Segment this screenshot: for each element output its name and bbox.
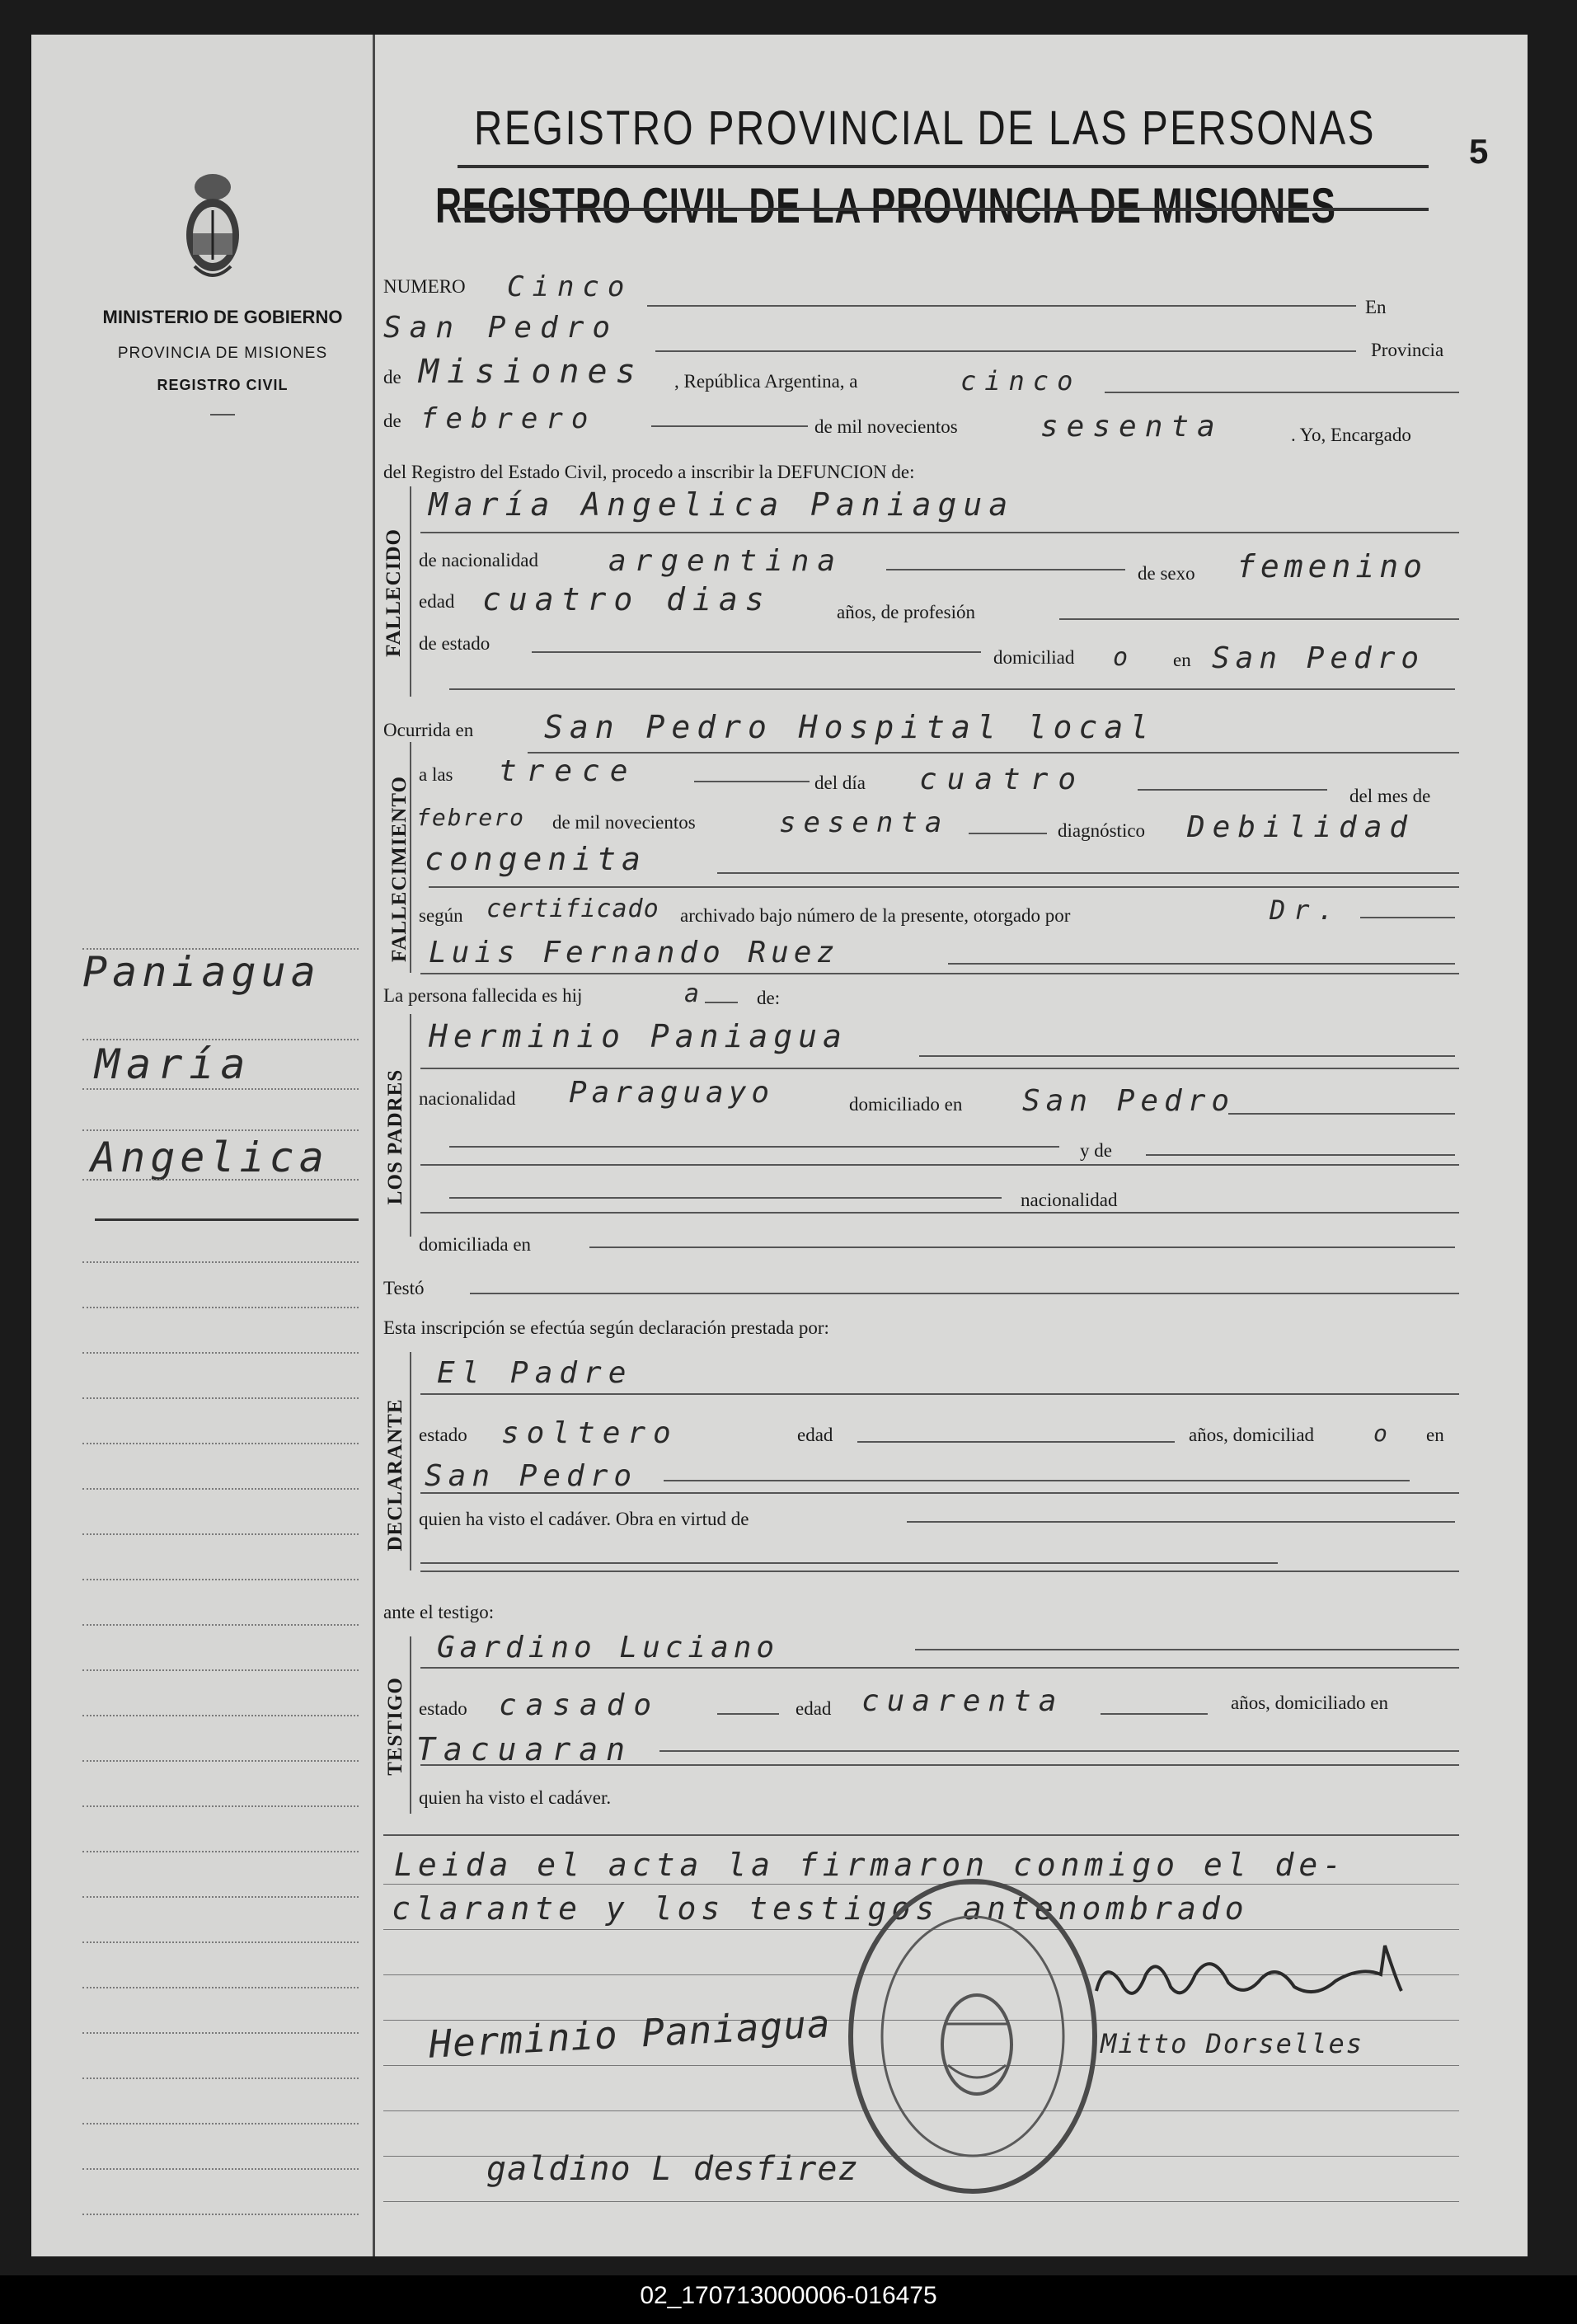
padre-domiciliado-label: domiciliado en [849,1094,963,1115]
declarante-domicilio-line-2 [420,1492,1459,1494]
sexo-label: de sexo [1138,563,1195,584]
margin-ruled-line [82,1669,359,1671]
estado-line [532,651,981,653]
declarante-domicilio-suffix: o [1373,1420,1396,1447]
header-title-line2: REGISTRO CIVIL DE LA PROVINCIA DE MISIONES [435,178,1336,233]
numero-label: NUMERO [383,276,466,297]
diagnostico-value-2: congenita [425,841,646,877]
margin-ruled-line [82,1760,359,1762]
de-label: de [383,367,401,387]
edad-value: cuatro dias [482,581,772,617]
fallecimiento-end-line [420,973,1459,974]
signature-galdino: galdino L desfirez [486,2150,859,2188]
testigo-edad-line [1101,1713,1208,1715]
fallecido-name-line [420,532,1459,533]
margin-ruled-line [82,1488,359,1490]
padre-line-2 [420,1068,1459,1069]
dia-value: cuatro [919,763,1087,796]
declarante-name-line [420,1393,1459,1395]
margin-ruled-line [82,1851,359,1852]
padre-domiciliado-line [1228,1113,1455,1115]
madre-name-line [449,1146,1059,1148]
fallecido-section-label: FALLECIDO [383,528,405,657]
inscripcion-label: Esta inscripción se efectúa según declaración prestada por: [383,1317,829,1338]
margin-ruled-line [82,1088,359,1090]
nacionalidad-line [886,569,1125,570]
dia-line [1138,789,1327,791]
edad-label: edad [419,591,455,612]
yde-label: y de [1080,1140,1112,1161]
testigo-domicilio-line-2 [420,1764,1459,1766]
margin-ruled-line [82,1352,359,1354]
declarante-en-label: en [1426,1425,1444,1445]
medico-value: Luis Fernando Ruez [429,936,840,970]
signature-mitto: Mitto Dorselles [1101,2028,1363,2059]
domiciliado-value: San Pedro [1212,641,1425,675]
ministry-line2: PROVINCIA DE MISIONES [117,345,328,362]
hija-suffix: a [684,979,708,1008]
mes-value: febrero [416,804,526,831]
margin-ruled-line [82,1397,359,1399]
por-value: Dr. [1270,894,1342,926]
mes-label: del mes de [1349,786,1431,806]
padres-section-label: LOS PADRES [384,1068,406,1205]
testo-label: Testó [383,1278,425,1298]
testigo-section-label: TESTIGO [384,1677,406,1776]
declarante-domicilio-line [664,1480,1410,1481]
registro-label: del Registro del Estado Civil, procedo a inscribir la DEFUNCION de: [383,462,915,482]
day-value: cinco [960,365,1082,397]
margin-ruled-line [82,1896,359,1898]
declarante-section-label: DECLARANTE [384,1398,406,1552]
testigo-end-line [383,1834,1459,1836]
provincia-label: Provincia [1371,340,1444,360]
segun-label: según [419,905,463,926]
mil-label: de mil novecientos [814,416,958,437]
margin-ruled-line [82,1179,359,1181]
testigo-name-line-2 [420,1667,1459,1669]
place-value: San Pedro [383,311,619,345]
margin-ruled-line [82,1805,359,1807]
margin-ruled-line [82,1624,359,1626]
estado-label: de estado [419,633,490,654]
day-line [1105,392,1459,393]
anos-profesion-label: años, de profesión [837,602,975,622]
anio-line [969,833,1047,834]
declarante-end-line [420,1562,1278,1564]
ministry-rule [210,414,235,416]
domiciliado-en-label: en [1173,650,1191,670]
margin-ruled-line [82,1307,359,1308]
madre-nacionalidad-label: nacionalidad [1021,1190,1118,1210]
ministry-line1: MINISTERIO DE GOBIERNO [102,307,343,327]
numero-line [647,305,1356,307]
alas-label: a las [419,764,453,785]
dia-label: del día [814,772,866,793]
ocurrida-line [528,752,1459,754]
margin-ruled-line [82,1261,359,1263]
signature-herminio: Herminio Paniagua [427,2001,832,2067]
column-divider [373,35,375,2256]
mil-label-2: de mil novecientos [552,812,696,833]
testigo-edad-label: edad [796,1698,832,1719]
republica-label: , República Argentina, a [674,371,858,392]
header-strike-mid [458,208,1429,211]
testigo-intro-label: ante el testigo: [383,1602,495,1622]
declarante-edad-label: edad [797,1425,833,1445]
footer-id: 02_170713000006-016475 [640,2282,937,2309]
coat-of-arms-icon [183,169,242,284]
hora-line [694,781,810,782]
fallecimiento-section-label: FALLECIMIENTO [388,776,411,963]
domiciliada-line [589,1247,1455,1248]
madre-line-3 [449,1197,1002,1199]
margin-ruled-line [82,1533,359,1535]
margin-ruled-line [82,1715,359,1716]
hora-value: trece [499,754,638,788]
declarante-quien-label: quien ha visto el cadáver. Obra en virtud de [419,1509,749,1529]
fallecido-end-line [449,688,1455,690]
sexo-value: femenino [1237,548,1428,585]
diagnostico-line-2 [429,886,1459,888]
fallecido-name: María Angelica Paniagua [429,486,1015,523]
hija-label: La persona fallecida es hij [383,985,583,1006]
testigo-brace [410,1636,411,1814]
margin-ruled-line [82,948,359,950]
testigo-domicilio-value: Tacuaran [416,1731,634,1768]
testigo-domicilio-line [659,1750,1459,1752]
diagnostico-label: diagnóstico [1058,820,1146,841]
padre-value: Herminio Paniagua [429,1018,847,1054]
domiciliado-label: domiciliad [993,647,1075,668]
declarante-obra-line [907,1521,1455,1523]
testo-line [470,1293,1459,1294]
margin-name-rule [95,1218,359,1221]
padre-line [919,1055,1455,1057]
padre-domiciliado-value: San Pedro [1022,1084,1236,1118]
declarante-brace [410,1352,411,1570]
margin-ruled-line [82,1443,359,1444]
numero-value: Cinco [507,270,633,303]
closing-line2: clarante y los testigos antenombrado [392,1890,1249,1927]
testigo-estado-line [717,1713,779,1715]
declarante-edad-line [857,1441,1175,1443]
ministry-line3: REGISTRO CIVIL [157,377,289,393]
diagnostico-line [717,872,1459,874]
testigo-quien-label: quien ha visto el cadáver. [419,1787,612,1808]
margin-ruled-line [82,1987,359,1988]
margin-ruled-line [82,1941,359,1943]
yo-label: . Yo, Encargado [1291,425,1411,445]
margin-ruled-line [82,2168,359,2170]
declarante-estado-value: soltero [501,1416,678,1450]
declarante-anos-label: años, domiciliad [1189,1425,1315,1445]
margin-ruled-line [82,2032,359,2034]
hija-line [705,1002,738,1003]
padre-nacionalidad-label: nacionalidad [419,1088,516,1109]
declarante-domicilio-value: San Pedro [425,1459,638,1493]
margin-middlename: Angelica [91,1134,329,1181]
padre-nacionalidad-value: Paraguayo [569,1076,775,1110]
madre-line-4 [420,1212,1459,1214]
month-value: febrero [420,402,597,435]
place-line [655,350,1356,352]
margin-ruled-line [82,1039,359,1040]
en-label: En [1365,297,1387,317]
year-value: sesenta [1040,410,1223,444]
testigo-name-line [915,1649,1459,1650]
medico-line [948,963,1455,965]
testigo-estado-label: estado [419,1698,467,1719]
month-line [651,425,808,427]
archivado-label: archivado bajo número de la presente, otorgado por [680,905,1071,926]
declarante-end-line-2 [420,1570,1459,1572]
profesion-line [1059,618,1459,620]
ocurrida-label: Ocurrida en [383,720,474,740]
margin-surname: Paniagua [82,948,321,996]
ocurrida-value: San Pedro Hospital local [544,709,1156,745]
margin-ruled-line [82,2078,359,2079]
province-value: Misiones [419,353,644,391]
madre-line [1146,1154,1455,1156]
domiciliada-label: domiciliada en [419,1234,532,1255]
hija-de-label: de: [757,988,781,1008]
segun-value: certificado [486,894,659,923]
closing-line1: Leida el acta la firmaron conmigo el de- [394,1847,1347,1883]
declarante-estado-label: estado [419,1425,467,1445]
page-number: 5 [1469,132,1489,171]
header-title-line1: REGISTRO PROVINCIAL DE LAS PERSONAS [474,101,1376,155]
closing-ruled-line [383,2201,1459,2202]
testigo-name: Gardino Luciano [437,1631,780,1664]
declarante-name: El Padre [437,1356,633,1390]
nacionalidad-label: de nacionalidad [419,550,538,570]
por-line [1360,917,1455,918]
domiciliado-suffix: o [1113,643,1137,672]
signature-scribble-icon [1088,1941,1410,2016]
padres-brace [410,1014,411,1237]
testigo-estado-value: casado [499,1688,661,1722]
margin-ruled-line [82,1129,359,1131]
diagnostico-value: Debilidad [1187,810,1415,844]
margin-firstname: María [95,1040,252,1088]
testigo-edad-value: cuarenta [861,1684,1064,1718]
anio-value: sesenta [779,806,950,839]
nacionalidad-value: argentina [608,544,844,578]
margin-ruled-line [82,2123,359,2124]
official-stamp-icon [845,1876,1101,2197]
margin-ruled-line [82,2214,359,2215]
testigo-anos-label: años, domiciliado en [1231,1693,1388,1713]
de-label-2: de [383,411,401,431]
header-strike-top [458,165,1429,168]
margin-ruled-line [82,1579,359,1580]
fallecimiento-brace [410,742,411,973]
madre-line-2 [420,1164,1459,1166]
fallecido-brace [410,486,411,697]
